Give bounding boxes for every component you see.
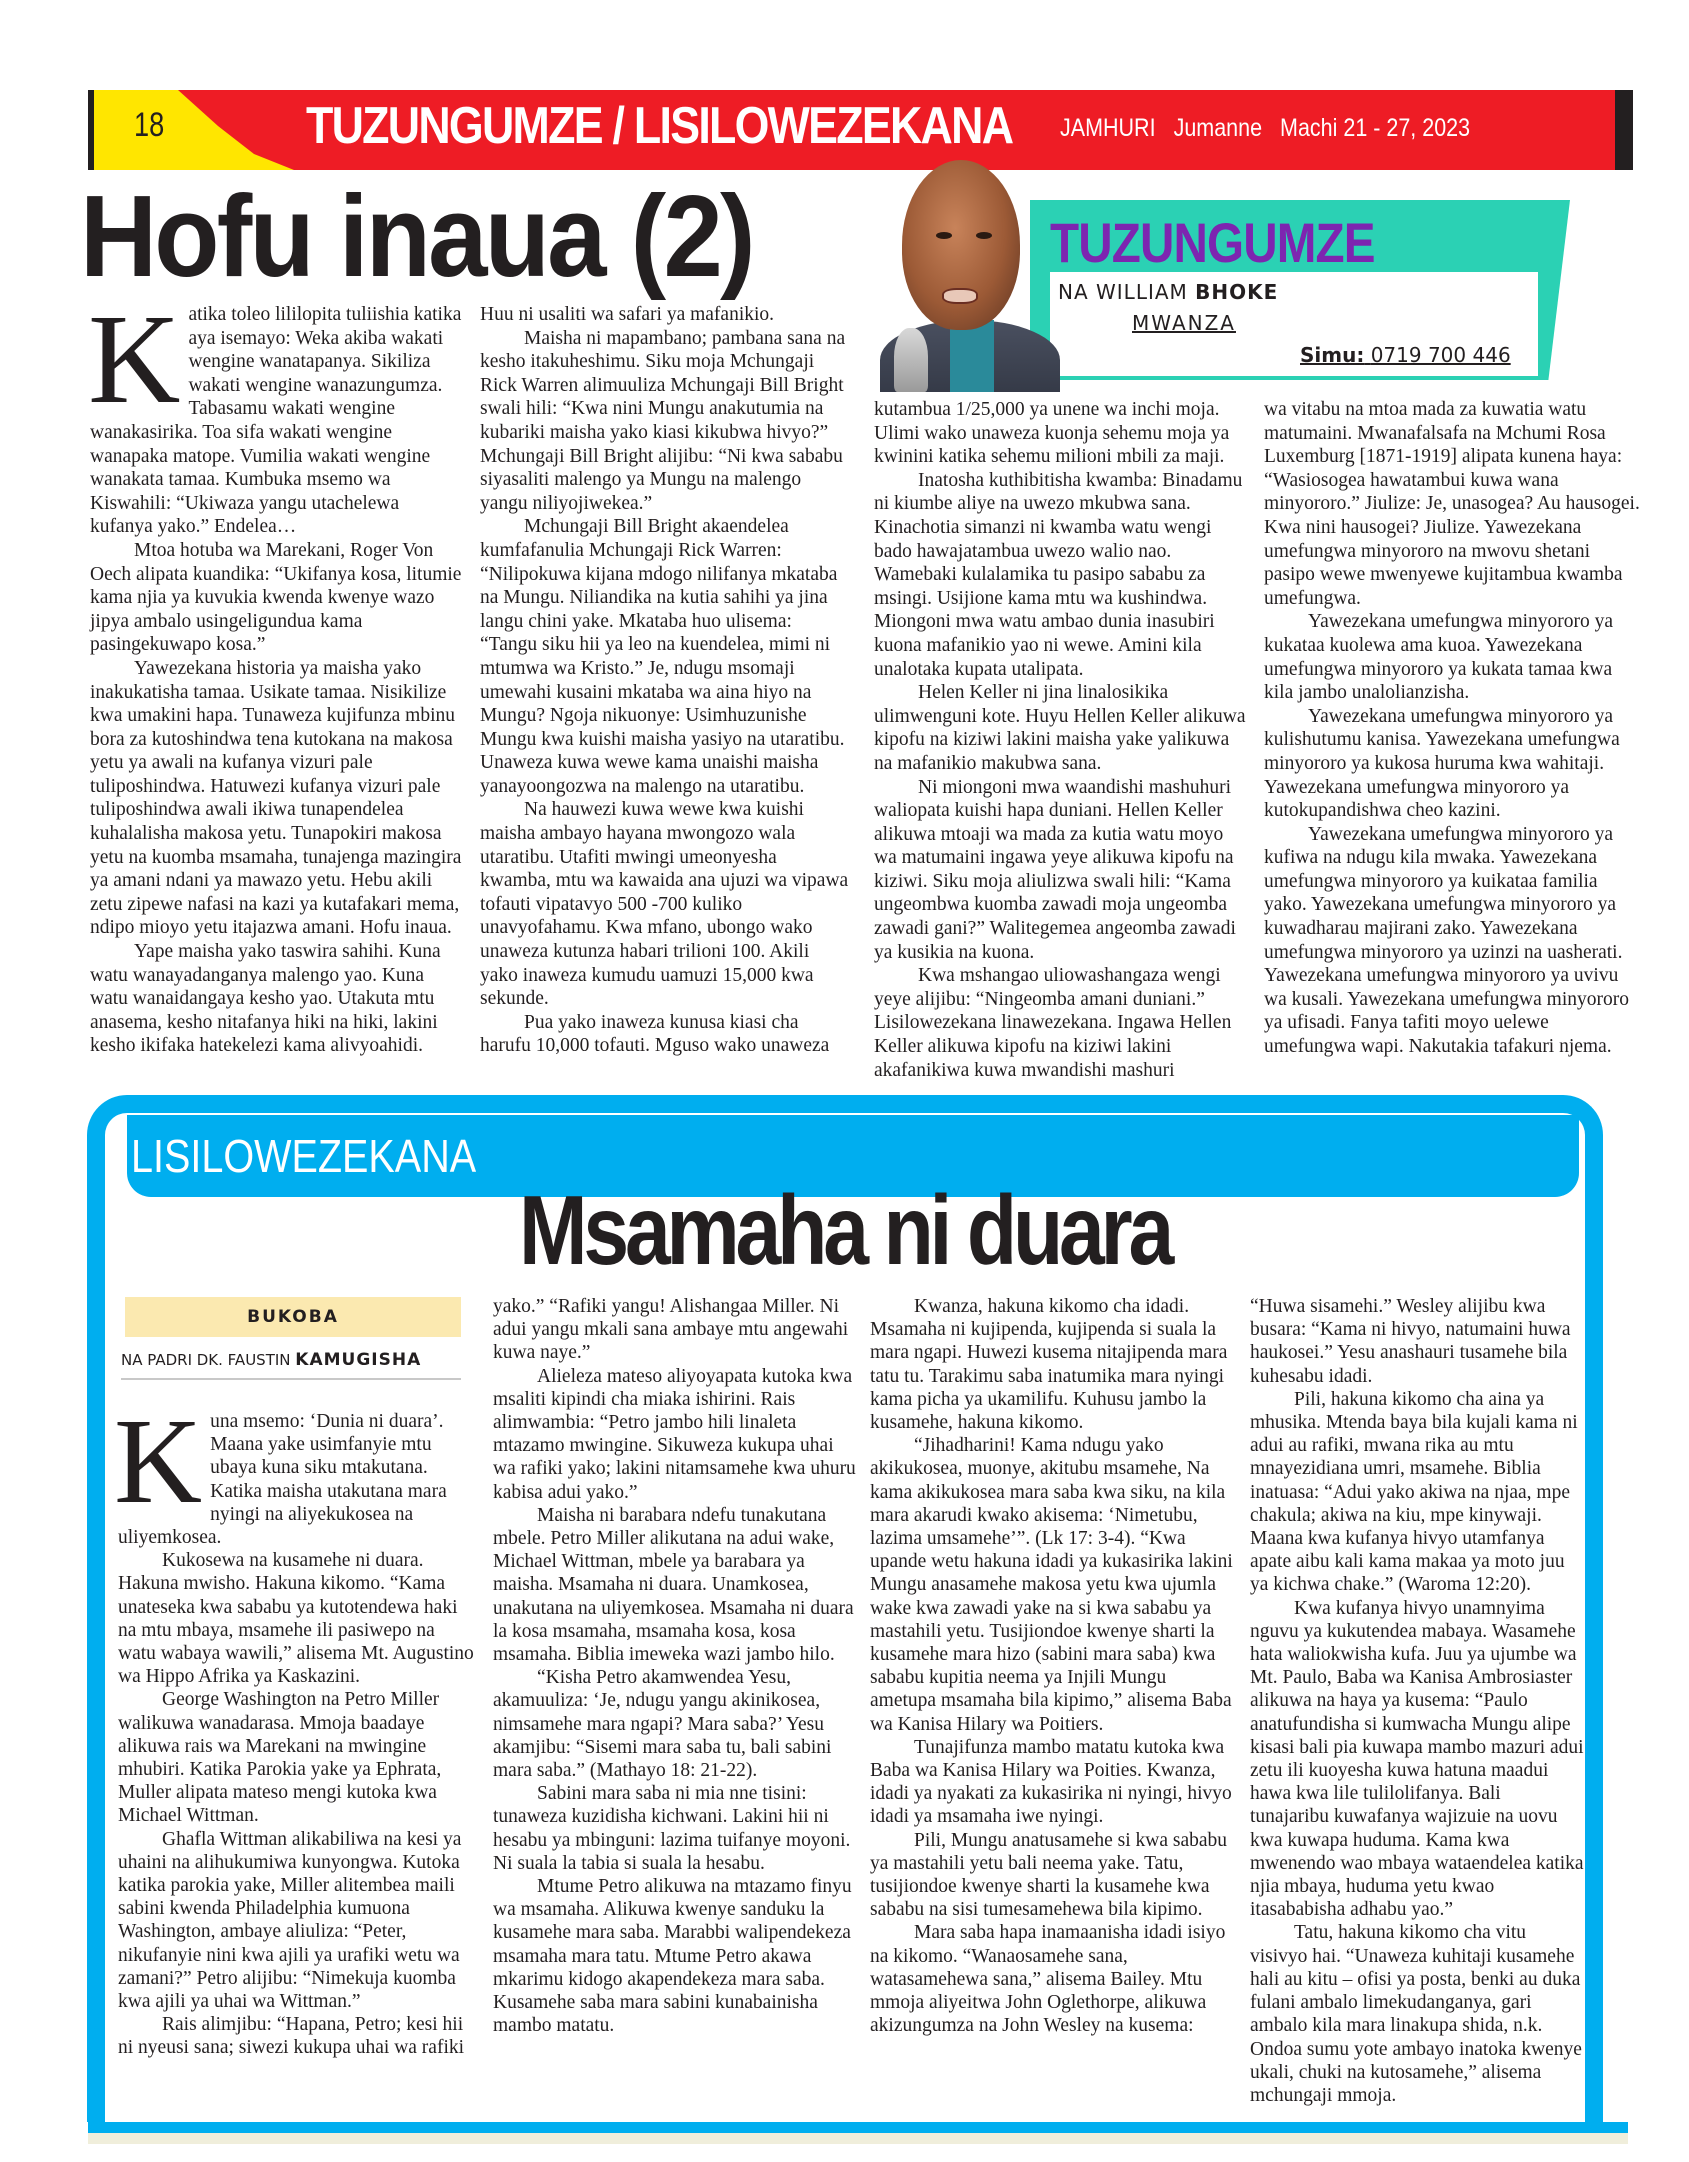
paragraph: Ni miongoni mwa waandishi mashuhuri waliopata kuishi hapa duniani. Hellen Keller alikuwa mtoaji wa mada za kutia watu moyo wa matumaini ingawa yeye alikuwa kipofu na kiziwi. Siku moja aliulizwa swali hili: “Kama ungeombwa kuomba zawadi moja ungeomba zawadi gani?” Walitegemea angeomba zawadi ya kusikia na kuona.: [874, 776, 1236, 963]
bottom-rule-cream: [88, 2133, 1628, 2144]
dateline: BUKOBA: [125, 1297, 461, 1337]
phone-number: 0719 700 446: [1370, 343, 1511, 367]
columnist-photo: [880, 160, 1060, 392]
paragraph: Kuna msemo: ‘Dunia ni duara’. Maana yake usimfanyie mtu ubaya kuna siku mtakutana. Katika maisha utakutana mara nyingi na aliyekukosea na uliyemkosea.: [114, 1394, 447, 1549]
microphone-icon: [894, 328, 928, 392]
bottom-rule-blue: [88, 2122, 1628, 2133]
article2-column-1: [114, 1394, 474, 2060]
article1-headline: Hofu inaua (2): [80, 171, 753, 301]
paragraph: wa vitabu na mtoa mada za kuwatia watu matumaini. Mwanafalsafa na Mchumi Rosa Luxemburg [1871-1919] alipata kunena haya: “Wasiosogea hawatambui kuwa wana minyororo.” Jiulize: Je, unasogea? Au hausogei. Kwa nini hausogei? Jiulize. Yawezekana umefungwa minyororo na mwovu shetani pasipo wewe mwenyewe kujitambua kwamba umefungwa.: [1264, 399, 1640, 609]
paragraph: Tunajifunza mambo matatu kutoka kwa Baba wa Kanisa Hilary wa Poities. Kwanza, idadi ya nyakati za kukasirika ni nyingi, hivyo idadi ya msamaha iwe nyingi.: [870, 1736, 1232, 1828]
article2-headline: Msamaha ni duara: [518, 1175, 1171, 1285]
paragraph: Rais alimjibu: “Hapana, Petro; kesi hii ni nyeusi sana; siwezi kukupa uhai wa rafiki: [118, 2014, 465, 2059]
byline-surname: KAMUGISHA: [295, 1350, 422, 1370]
article2-column-4: [1250, 1295, 1584, 2107]
paragraph: Inatosha kuthibitisha kwamba: Binadamu ni kiumbe aliye na uwezo mkubwa sana. Kinachotia simanzi ni kwamba watu wengi bado hawajatambua uwezo walio nao. Wamebaki kulalamika tu pasipo sababu za msingi. Usijione kama mtu wa kushindwa. Miongoni mwa watu ambao dunia inasubiri kuona mafanikio yao ni wewe. Amini kila unalotaka kupata utalipata.: [874, 469, 1243, 680]
column-author: [1058, 281, 1278, 304]
section-title: TUZUNGUMZE / LISILOWEZEKANA: [306, 97, 1013, 155]
paragraph: “Huwa sisamehi.” Wesley alijibu kwa busara: “Kama ni hivyo, natumaini huwa haukosei.” Yesu anashauri tusamehe bila kuhesabu idadi.: [1250, 1296, 1571, 1387]
photo-shirt: [950, 320, 994, 392]
column-city: MWANZA: [1132, 311, 1236, 335]
paragraph: Yawezekana umefungwa minyororo ya kufiwa na ndugu kila mwaka. Yawezekana umefungwa minyororo ya kuikataa familia yako. Yawezekana umefungwa minyororo ya kuwadharau majirani zako. Yawezekana umefungwa minyororo ya uzinzi na uasherati. Yawezekana umefungwa minyororo ya uvivu wa kusali. Yawezekana umefungwa minyororo ya ufisadi. Fanya tafiti moyo uelewe umefungwa wapi. Nakutakia tafakuri njema.: [1264, 823, 1629, 1058]
paragraph: Katika toleo lililopita tuliishia katika aya isemayo: Weka akiba wakati wengine wanatapanya. Sikiliza wakati wengine wanazungumza. Tabasamu wakati wengine wanakasirika. Toa sifa wakati wengine wanapaka matope. Vumilia wakati wengine wanakata tamaa. Kumbuka msemo wa Kiswahili: “Ukiwaza yangu utachelewa kufanya yako.” Endelea…: [88, 288, 462, 538]
issue-day: Jumanne: [1173, 114, 1263, 142]
paragraph: Maisha ni barabara ndefu tunakutana mbele. Petro Miller alikutana na adui wake, Michael Wittman, mbele ya barabara ya maisha. Msamaha ni duara. Unamkosea, unakutana na uliyemkosea. Msamaha ni duara la kosa msamaha, msamaha kosa, kosa msamaha. Biblia imeweka wazi jambo hilo.: [493, 1504, 854, 1666]
paragraph: George Washington na Petro Miller walikuwa wanadarasa. Mmoja baadaye alikuwa rais wa Marekani na mwingine mhubiri. Katika Parokia yake ya Ephrata, Muller alipata mateso mengi kutoka kwa Michael Wittman.: [118, 1689, 442, 1827]
article2-column-3: [870, 1295, 1236, 2038]
article1-column-1: [88, 288, 464, 1058]
article1-column-4: [1264, 398, 1640, 1059]
photo-eye-right: [976, 232, 992, 239]
paragraph: Na hauwezi kuwa wewe kwa kuishi maisha ambayo hayana mwongozo wala utaratibu. Utafiti mwingi umeonyesha kwamba, mtu wa kawaida ana ujuzi wa vipawa tofauti vipatavyo 500 -700 kuliko unavyofahamu. Kwa mfano, ubongo wako unaweza kutunza habari trilioni 100. Akili yako inaweza kumudu uamuzi 15,000 kwa sekunde.: [480, 799, 849, 1010]
paragraph: Pua yako inaweza kunusa kiasi cha harufu 10,000 tofauti. Mguso wako unaweza: [480, 1011, 830, 1057]
author-surname: BHOKE: [1195, 280, 1279, 304]
paragraph: Yawezekana umefungwa minyororo ya kukataa kuolewa ama kuoa. Yawezekana umefungwa minyororo ya kukata tamaa kwa kila jambo unalolianzisha.: [1264, 611, 1614, 704]
paragraph: Huu ni usaliti wa safari ya mafanikio.: [480, 304, 775, 325]
section-tab-label: LISILOWEZEKANA: [131, 1130, 477, 1182]
paragraph: Helen Keller ni jina linalosikika ulimwenguni kote. Huyu Hellen Keller alikuwa kipofu na kiziwi lakini maisha yake yalikuwa na mafanikio makubwa sana.: [874, 682, 1246, 774]
paragraph: Tatu, hakuna kikomo cha vitu visivyo hai. “Unaweza kuhitaji kusamehe hali au kitu – ofisi ya posta, benki au duka fulani ambalo limekudanganya, gari ambalo kila mara linakupa shida, n.k. Ondoa sumu yote ambayo inatoka kwenye ukali, chuki na kutosamehe,” alisema mchungaji mmoja.: [1250, 1922, 1582, 2106]
paragraph: Mtoa hotuba wa Marekani, Roger Von Oech alipata kuandika: “Ukifanya kosa, litumie kama njia ya kuvukia kwenda kwenye wazo jipya ambalo usingeligundua kama pasingekuwapo kosa.”: [90, 539, 462, 656]
byline-prefix: NA PADRI DK. FAUSTIN: [121, 1351, 291, 1369]
paragraph: Sabini mara saba ni mia nne tisini: tunaweza kuzidisha kichwani. Lakini hii ni hesabu ya mbinguni: lazima tuifanye moyoni. Ni suala la tabia si suala la hesabu.: [493, 1783, 851, 1874]
paragraph: Ghafla Wittman alikabiliwa na kesi ya uhaini na alihukumiwa kunyongwa. Kutoka katika parokia yake, Miller alitembea maili sabini kwenda Philadelphia kumuona Washington, ambaye aliuliza: “Peter, nikufanyie nini kwa ajili ya urafiki wetu wa zamani?” Petro alijibu: “Nimekuja kuomba kwa ajili ya uhai wa Wittman.”: [118, 1828, 462, 2013]
paragraph: Alieleza mateso aliyoyapata kutoka kwa msaliti kipindi cha miaka ishirini. Rais alimwambia: “Petro jambo hili linaleta mtazamo mwingine. Sikuweza kukupa uhai wa rafiki yako; lakini nitamsamehe kwa uhuru kabisa adui yako.”: [493, 1365, 856, 1503]
paragraph: Mara saba hapa inamaanisha idadi isiyo na kikomo. “Wanaosamehe sana, watasamehewa sana,” alisema Bailey. Mtu mmoja aliyeitwa John Oglethorpe, alikuwa akizungumza na John Wesley na kusema:: [870, 1922, 1226, 2037]
issue-date: Machi 21 - 27, 2023: [1280, 114, 1471, 142]
paragraph: Kwa kufanya hivyo unamnyima nguvu ya kukutendea mabaya. Wasamehe hata waliokwisha kufa. Juu ya ujumbe wa Mt. Paulo, Baba wa Kanisa Ambrosiaster alikuwa na haya ya kusema: “Paulo anatufundisha si kumwacha Mungu alipe kisasi bali pia kuwapa mambo mazuri adui zetu ili kuoyesha kuwa hatuna maadui hawa kwa lile tulilolifanya. Bali tunajaribu kuwafanya wajizuie na uovu kwa kuwapa huduma. Kama kwa mwenendo wao mbaya wataendelea katika njia mbaya, huduma yetu kwao itasababisha adhabu yao.”: [1250, 1597, 1584, 1921]
masthead: [1060, 114, 1482, 143]
column-title: TUZUNGUMZE: [1050, 211, 1375, 274]
dropcap: K: [114, 1394, 203, 1529]
paragraph: Kwa mshangao uliowashangaza wengi yeye alijibu: “Ningeomba amani duniani.” Lisilowezekana linawezekana. Ingawa Hellen Keller alikuwa kipofu na kiziwi lakini akafanikiwa kuwa mwandishi mashuri: [874, 965, 1232, 1081]
publication-name: JAMHURI: [1060, 114, 1156, 142]
author-prefix: NA WILLIAM: [1058, 280, 1188, 304]
photo-mouth: [942, 288, 978, 304]
photo-eye-left: [936, 232, 952, 239]
paragraph: “Jihadharini! Kama ndugu yako akikukosea, muonye, akitubu msamehe, Na kama akikukosea mara saba kwa siku, na kila mara akarudi kwako akisema: ‘Nimetubu, lazima umsamehe’”. (Lk 17: 3-4). “Kwa upande wetu hakuna idadi ya kukasirika lakini Mungu anasamehe makosa yetu kwa ujumla wake kwa zawadi yake na si kwa sababu ya mastahili yetu. Tusijiondoe kwenye sharti la kusamehe mara hizo (sabini mara saba) kwa sababu kupitia neema ya Injili Mungu ametupa msamaha bila kipimo,” alisema Baba wa Kanisa Hilary wa Poitiers.: [870, 1435, 1233, 1735]
page-header-band: [88, 90, 1633, 170]
article1-column-3: [874, 398, 1246, 1082]
article2-column-2: [493, 1295, 857, 2038]
paragraph: Kwanza, hakuna kikomo cha idadi. Msamaha ni kujipenda, kujipenda si suala la mara ngapi. Huwezi kusema nitajipenda mara tatu tu. Tarakimu saba inatumika mara nyingi kama picha ya ukamilifu. Kuhusu jambo la kusamehe, hakuna kikomo.: [870, 1296, 1228, 1434]
paragraph: yako.” “Rafiki yangu! Alishangaa Miller. Ni adui yangu mkali sana ambaye mtu angewahi kuwa naye.”: [493, 1296, 849, 1364]
paragraph: Yawezekana historia ya maisha yako inakukatisha tamaa. Usikate tamaa. Nisikilize kwa umakini hapa. Tunaweza kujifunza mbinu bora za kutoshindwa tena kutokana na makosa yetu ya awali na kufanya vizuri pale tuliposhindwa. Hatuwezi kufanya vizuri pale tuliposhindwa awali ikiwa tunapendelea kuhalalisha makosa yetu. Tunapokiri makosa yetu na kuomba msamaha, tunajenga mazingira ya amani ndani ya mawazo yetu. Hebu akili zetu zipewe nafasi na kazi ya kutafakari mema, ndipo mioyo yetu itajazwa amani. Hofu inaua.: [90, 657, 462, 939]
column-phone: [1300, 344, 1511, 367]
dropcap: K: [88, 288, 181, 430]
paragraph: Mchungaji Bill Bright akaendelea kumfafanulia Mchungaji Rick Warren: “Nilipokuwa kijana mdogo nilifanya mkataba na Mungu. Niliandika na kutia sahihi ya jina langu chini yake. Mkataba huo ulisema: “Tangu siku hii ya leo na kuendelea, mimi ni mtumwa wa Kristo.” Je, ndugu msomaji umewahi kusaini mkataba wa aina hiyo na Mungu? Ngoja nikuonye: Usimhuzunishe Mungu kwa kuishi maisha yasiyo na utaratibu. Unaweza kuwa wewe kama unaishi maisha yanayoongozwa na malengo na utaratibu.: [480, 516, 845, 797]
paragraph: “Kisha Petro akamwendea Yesu, akamuuliza: ‘Je, ndugu yangu akinikosea, nimsamehe mara ngapi? Mara saba?’ Yesu akamjibu: “Sisemi mara saba tu, bali sabini mara saba.” (Mathayo 18: 21-22).: [493, 1667, 832, 1782]
paragraph: Pili, hakuna kikomo cha aina ya mhusika. Mtenda baya bila kujali kama ni adui au rafiki, mwana rika au mtu mnayezidiana umri, msamehe. Biblia inatuasa: “Adui yako akiwa na njaa, mpe chakula; akiwa na kiu, mpe kinywaji. Maana kwa kufanya hivyo utamfanya apate aibu kali kama makaa ya moto juu ya kichwa chake.” (Waroma 12:20).: [1250, 1388, 1578, 1596]
paragraph: kutambua 1/25,000 ya unene wa inchi moja. Ulimi wako unaweza kuonja sehemu moja ya kwinini katika sehemu milioni mbili za maji.: [874, 399, 1230, 468]
paragraph: Mtume Petro alikuwa na mtazamo finyu wa msamaha. Alikuwa kwenye sanduku la kusamehe mara saba. Marabbi walipendekeza msamaha mara tatu. Mtume Petro akawa mkarimu kidogo akapendekeza mara saba. Kusamehe saba mara sabini kunabainisha mambo matatu.: [493, 1876, 852, 2037]
article1-column-2: [480, 303, 852, 1058]
header-right-bar: [1615, 90, 1633, 170]
page-number: 18: [134, 106, 165, 144]
paragraph: Pili, Mungu anatusamehe si kwa sababu ya mastahili yetu bali neema yake. Tatu, tusijiondoe kwenye sharti la kusamehe kwa sababu na sisi tumesamehewa bila kipimo.: [870, 1829, 1228, 1921]
paragraph: Kukosewa na kusamehe ni duara. Hakuna mwisho. Hakuna kikomo. “Kama unateseka kwa sababu ya kutotendewa haki na mtu mbaya, msamehe ili pasiwepo na watu wabaya wawili,” alisema Mt. Augustino wa Hippo Afrika ya Kaskazini.: [118, 1550, 474, 1688]
phone-label: Simu:: [1300, 343, 1365, 367]
header-yellow-corner: [94, 90, 294, 170]
photo-head: [902, 160, 1020, 330]
paragraph: Yawezekana umefungwa minyororo ya kulishutumu kanisa. Yawezekana umefungwa minyororo ya kukosa huruma kwa wahitaji. Yawezekana umefungwa minyororo ya kutokupandishwa cheo kazini.: [1264, 705, 1620, 822]
paragraph: Maisha ni mapambano; pambana sana na kesho itakuheshimu. Siku moja Mchungaji Rick Warren alimuuliza Mchungaji Bill Bright swali hili: “Kwa nini Mungu anakutumia na kubariki maisha yako kiasi kikubwa hivyo?” Mchungaji Bill Bright alijibu: “Ni kwa sababu siyasaliti malengo ya Mungu na malengo yangu niliyojiwekea.”: [480, 327, 846, 514]
header-left-bar: [88, 90, 94, 170]
byline: [121, 1350, 461, 1380]
paragraph: Yape maisha yako taswira sahihi. Kuna watu wanayadanganya malengo yao. Kuna watu wanaidangaya kesho yao. Utakuta mtu anasema, kesho nitafanya hiki na hiki, lakini kesho ikifaka hatekelezi kama alivyoahidi.: [90, 941, 441, 1057]
